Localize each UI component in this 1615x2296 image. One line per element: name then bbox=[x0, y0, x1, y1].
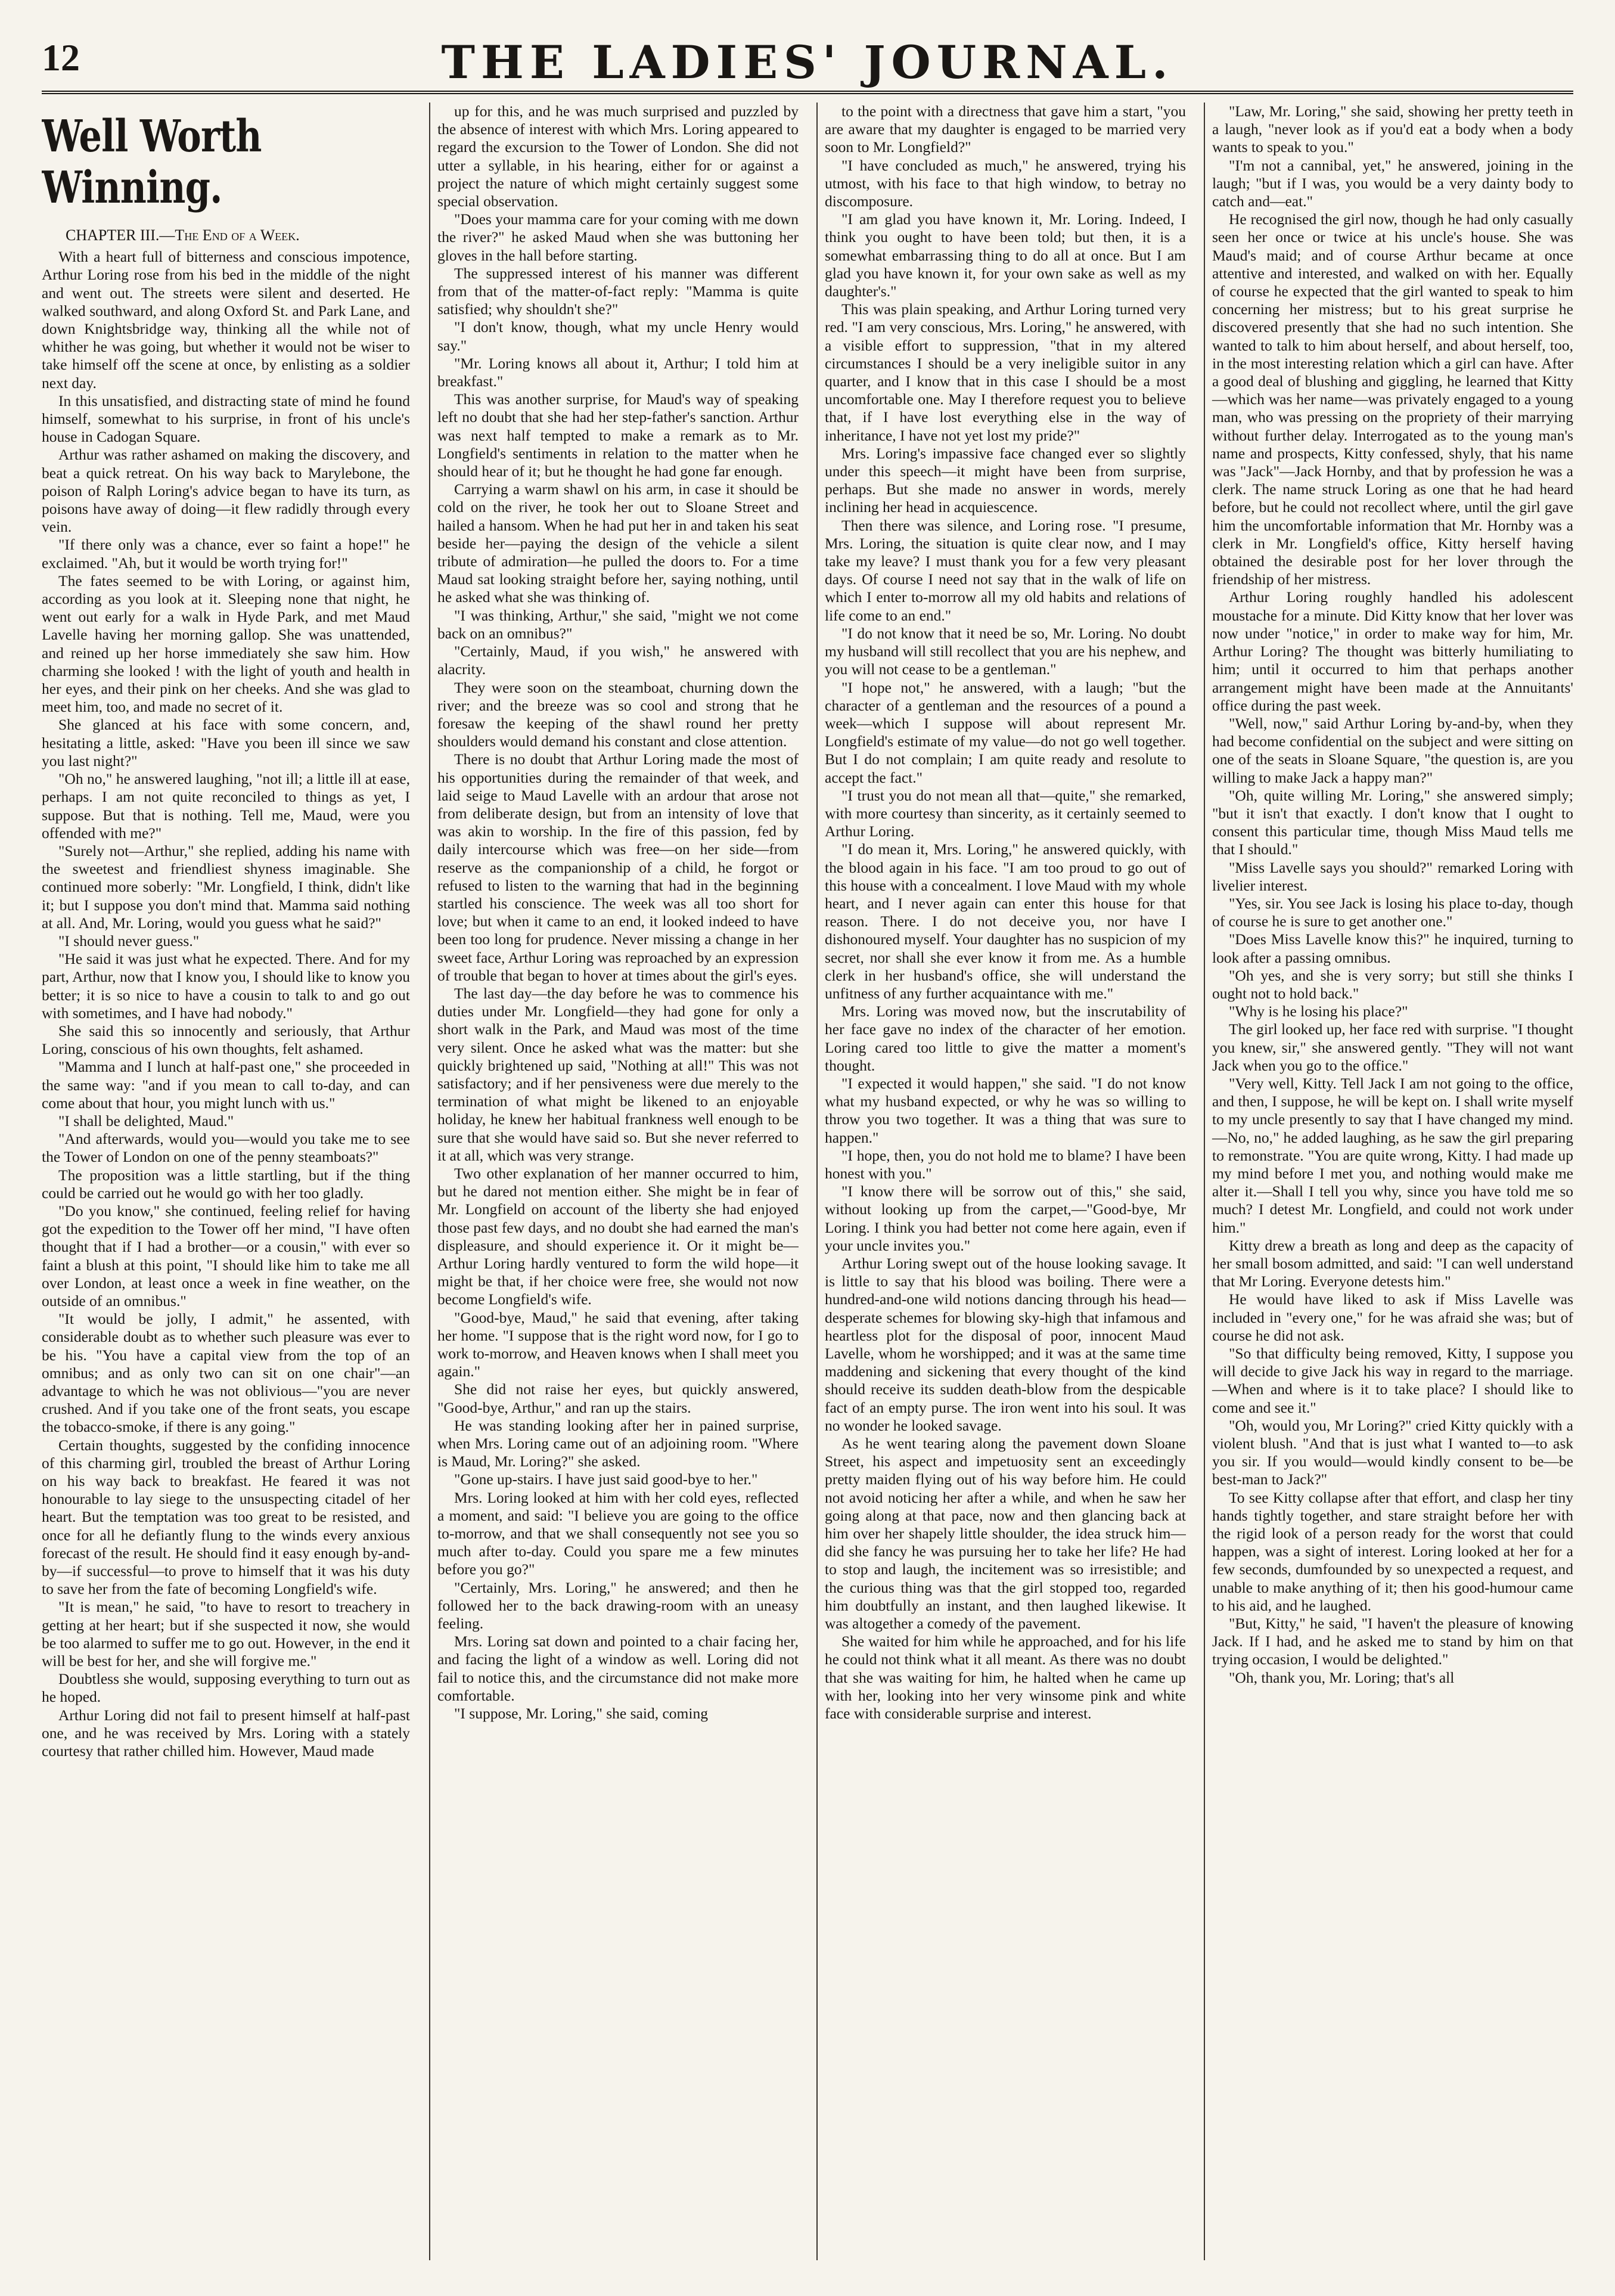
paragraph: Then there was silence, and Loring rose. "I presume, Mrs. Loring, the situation is quite clear now, and I may take my leave? I must thank you for a few very pleasant days. Of course I need not say that in the walk of life on which I enter to-morrow all my old habits and relations of life come to an end." bbox=[825, 516, 1186, 624]
paragraph: "Certainly, Maud, if you wish," he answered with alacrity. bbox=[437, 643, 799, 678]
paragraph: "Does Miss Lavelle know this?" he inquired, turning to look after a passing omnibus. bbox=[1212, 930, 1573, 966]
paragraph: "Why is he losing his place?" bbox=[1229, 1003, 1408, 1020]
paragraph: "Well, now," said Arthur Loring by-and-by, when they had become confidential on the subject and were sitting on one of the seats in Sloane Square, "the question is, are you willing to make Jack a happy man?" bbox=[1212, 714, 1573, 786]
paragraph: "I should never guess." bbox=[58, 932, 200, 950]
paragraph: "Oh, would you, Mr Loring?" cried Kitty quickly with a violent blush. "And that is just what I wanted to—to ask you sir. If you would—would kindly consent to be—be best-man to Jack?" bbox=[1212, 1416, 1573, 1488]
paragraph: Certain thoughts, suggested by the confiding innocence of this charming girl, troubled the breast of Arthur Loring on his way back to breakfast. He feared it was not honourable to lay siege to the unsuspecting citadel of her heart. But the temptation was too great to be resisted, and once for all he defiantly flung to the winds every anxious forecast of the result. He should find it easy enough by-and-by—if successful—to prove to himself that it was his duty to save her from the fate of becoming Longfield's wife. bbox=[42, 1436, 410, 1598]
article-columns bbox=[42, 103, 1573, 2260]
paragraph: "Surely not—Arthur," she replied, adding his name with the sweetest and friendliest shyness imaginable. She continued more soberly: "Mr. Longfield, I think, didn't like it; but I suppose you don't mind that. Mamma said nothing at all. And, Mr. Loring, would you guess what he said?" bbox=[42, 842, 410, 932]
paragraph: "I expected it would happen," she said. "I do not know what my husband expected, or why he was so willing to throw you two together. It was a thing that was sure to happen." bbox=[825, 1074, 1186, 1146]
paragraph: "Oh, thank you, Mr. Loring; that's all bbox=[1229, 1668, 1455, 1686]
paragraph: She said this so innocently and seriously, that Arthur Loring, conscious of his own thoughts, felt ashamed. bbox=[42, 1022, 410, 1058]
paragraph: She waited for him while he approached, and for his life he could not think what it all meant. As there was no doubt that she was waiting for him, he halted when he came up with her, looking into her very winsome pink and white face with considerable surprise and interest. bbox=[825, 1633, 1186, 1723]
paragraph: "Yes, sir. You see Jack is losing his place to-day, though of course he is sure to get another one." bbox=[1212, 894, 1573, 930]
paragraph: "Miss Lavelle says you should?" remarked Loring with livelier interest. bbox=[1212, 858, 1573, 894]
page-number: 12 bbox=[42, 36, 80, 79]
paragraph: "Very well, Kitty. Tell Jack I am not going to the office, and then, I suppose, he will be kept on. I shall write myself to my uncle presently to say that I have changed my mind.—No, no," he added laughing, as he saw the girl preparing to remonstrate. "You are quite wrong, Kitty. I had made up my mind before I met you, and nothing would make me alter it.—Shall I tell you why, since you have told me so much? I detest Mr. Longfield, and could not work under him." bbox=[1212, 1074, 1573, 1236]
paragraph: Arthur Loring did not fail to present himself at half-past one, and he was received by Mrs. Loring with a stately courtesy that rather chilled him. However, Maud made bbox=[42, 1706, 410, 1760]
paragraph: "I hope not," he answered, with a laugh; "but the character of a gentleman and the resources of a pound a week—which I suppose will about represent Mr. Longfield's estimate of my value—do not go well together. But I do not complain; I am quite ready and resolute to accept the fact." bbox=[825, 678, 1186, 786]
chapter-heading: CHAPTER III.—The End of a Week. bbox=[66, 227, 300, 244]
paragraph: to the point with a directness that gave him a start, "you are aware that my daughter is engaged to be married very soon to Mr. Longfield?" bbox=[825, 103, 1186, 156]
paragraph: "Do you know," she continued, feeling relief for having got the expedition to the Tower off her mind, "I have often thought that if I had a brother—or a cousin," with ever so faint a blush at this point, "I should like him to take me all over London, at least once a week in fine weather, on the outside of an omnibus." bbox=[42, 1202, 410, 1310]
paragraph: "And afterwards, would you—would you take me to see the Tower of London on one of the penny steamboats?" bbox=[42, 1130, 410, 1166]
paragraph: "I suppose, Mr. Loring," she said, coming bbox=[454, 1705, 708, 1723]
paragraph: Two other explanation of her manner occurred to him, but he dared not mention either. She might be in fear of Mr. Longfield on account of the liberty she had enjoyed those past few days, and no doubt she had earned the man's displeasure, and should experience it. Or it might be—Arthur Loring hardly ventured to form the wild hope—it might be that, if her choice were free, she would not now become Longfield's wife. bbox=[437, 1164, 799, 1308]
paragraph: This was another surprise, for Maud's way of speaking left no doubt that she had her step-father's sanction. Arthur was next half tempted to make a remark as to Mr. Longfield's sentiments in relation to the matter when he should hear of it; but he thought he had gone far enough. bbox=[437, 390, 799, 480]
paragraph: In this unsatisfied, and distracting state of mind he found himself, somewhat to his surprise, in front of his uncle's house in Cadogan Square. bbox=[42, 392, 410, 446]
paragraph: "So that difficulty being removed, Kitty, I suppose you will decide to give Jack his way in regard to the marriage.—When and where is it to take place? I should like to come and see it." bbox=[1212, 1345, 1573, 1416]
paragraph: She did not raise her eyes, but quickly answered, "Good-bye, Arthur," and ran up the stairs. bbox=[437, 1380, 799, 1416]
paragraph: "Does your mamma care for your coming with me down the river?" he asked Maud when she was buttoning her gloves in the hall before starting. bbox=[437, 210, 799, 264]
paragraph: "Gone up-stairs. I have just said good-bye to her." bbox=[454, 1470, 758, 1488]
paragraph: He recognised the girl now, though he had only casually seen her once or twice at his uncle's house. She was Maud's maid; and of course Arthur became at once attentive and interested, and walked on with her. Equally of course he expected that the girl wanted to speak to him concerning her mistress; but to his great surprise he discovered presently that she had no such intention. She wanted to talk to him about herself, and about herself, too, in the most interesting relation which a girl can have. After a good deal of blushing and giggling, he learned that Kitty—which was her name—was privately engaged to a young man, who was pressing on the propriety of their marrying without further delay. Interrogated as to the young man's name and prospects, Kitty confessed, shyly, that his name was "Jack"—Jack Hornby, and that by profession he was a clerk. The name struck Loring as one that he had heard before, but he could not recollect where, until the girl gave him the uncomfortable information that Mr. Hornby was a clerk in Mr. Longfield's office, Kitty herself having obtained the desirable post for her lover through the friendship of her mistress. bbox=[1212, 210, 1573, 588]
paragraph: To see Kitty collapse after that effort, and clasp her tiny hands tightly together, and stare straight before her with the rigid look of a person ready for the worst that could happen, was a sight of interest. Loring looked at her for a few seconds, dumfounded by so unexpected a request, and unable to make anything of it; then his good-humour came to his aid, and he laughed. bbox=[1212, 1488, 1573, 1614]
masthead bbox=[42, 36, 1573, 94]
paragraph: "I was thinking, Arthur," she said, "might we not come back on an omnibus?" bbox=[437, 606, 799, 642]
story-title: Well Worth Winning. bbox=[42, 111, 262, 213]
paragraph: This was plain speaking, and Arthur Loring turned very red. "I am very conscious, Mrs. Loring," he answered, with a visible effort to suppression, "that in my altered circumstances I should be a very ineligible suitor in any quarter, and I know that in this case I should be a most uncomfortable one. May I therefore request you to believe that, if I have lost everything else in the way of inheritance, I have not yet lost my pride?" bbox=[825, 300, 1186, 444]
paragraph: "Good-bye, Maud," he said that evening, after taking her home. "I suppose that is the right word now, for I go to work to-morrow, and Heaven knows when I shall meet you again." bbox=[437, 1308, 799, 1380]
paragraph: "Certainly, Mrs. Loring," he answered; and then he followed her to the back drawing-room with an uneasy feeling. bbox=[437, 1578, 799, 1633]
paragraph: "But, Kitty," he said, "I haven't the pleasure of knowing Jack. If I had, and he asked me to stand by him on that trying occasion, I would be delighted." bbox=[1212, 1615, 1573, 1668]
paragraph: "Oh, quite willing Mr. Loring," she answered simply; "but it isn't that exactly. I don't know that I ought to consent this particular time, though Miss Maud tells me that I should." bbox=[1212, 786, 1573, 858]
paragraph: Arthur Loring swept out of the house looking savage. It is little to say that his blood was boiling. There were a hundred-and-one wild notions dancing through his head—desperate schemes for blowing sky-high that infamous and heartless plot for the disposal of poor, innocent Maud Lavelle, whom he worshipped; and it was at the same time maddening and sickening that every thought of the kind should receive its sudden death-blow from the despicable fact of an empty purse. The iron went into his soul. It was no wonder he looked savage. bbox=[825, 1255, 1186, 1434]
paragraph: "I'm not a cannibal, yet," he answered, joining in the laugh; "but if I was, you would be a very dainty body to catch and—eat." bbox=[1212, 156, 1573, 210]
column-3 bbox=[816, 103, 1186, 2260]
paragraph: Mrs. Loring looked at him with her cold eyes, reflected a moment, and said: "I believe you are going to the office to-morrow, and that we shall consequently not see you so much after to-day. Could you spare me a few minutes before you go?" bbox=[437, 1488, 799, 1578]
paragraph: "I shall be delighted, Maud." bbox=[58, 1112, 234, 1130]
paragraph: Mrs. Loring's impassive face changed ever so slightly under this speech—it might have been from surprise, perhaps. But she made no answer in words, merely inclining her head in acquiescence. bbox=[825, 444, 1186, 516]
paragraph: "Mr. Loring knows all about it, Arthur; I told him at breakfast." bbox=[437, 354, 799, 390]
paragraph: "Law, Mr. Loring," she said, showing her pretty teeth in a laugh, "never look as if you'd eat a body when a body wants to speak to you." bbox=[1212, 103, 1573, 156]
paragraph: up for this, and he was much surprised and puzzled by the absence of interest with which Mrs. Loring appeared to regard the excursion to the Tower of London. She did not utter a syllable, in his hearing, either for or against a project the nature of which might certainly suggest some special observation. bbox=[437, 103, 799, 210]
paragraph: Mrs. Loring was moved now, but the inscrutability of her face gave no index of the character of her emotion. Loring cared too little to give the matter a moment's thought. bbox=[825, 1003, 1186, 1074]
paragraph: Arthur was rather ashamed on making the discovery, and beat a quick retreat. On his way back to Marylebone, the poison of Ralph Loring's advice began to have its turn, as poisons have away of doing—it flew radidly through every vein. bbox=[42, 446, 410, 536]
paragraph: The girl looked up, her face red with surprise. "I thought you knew, sir," she answered gently. "They will not want Jack when you go to the office." bbox=[1212, 1020, 1573, 1074]
paragraph: Carrying a warm shawl on his arm, in case it should be cold on the river, he took her out to Sloane Street and hailed a hansom. When he had put her in and taken his seat beside her—paying the design of the vehicle a silent tribute of admiration—he pulled the doors to. For a time Maud sat looking straight before her, saying nothing, until he asked what she was thinking of. bbox=[437, 480, 799, 606]
paragraph: There is no doubt that Arthur Loring made the most of his opportunities during the remainder of that week, and laid seige to Maud Lavelle with an ardour that arose not from deliberate design, but from an intensity of love that was akin to worship. In the fire of this passion, fed by daily intercourse which was free—on her side—from reserve as the companionship of a child, he forgot or refused to listen to the warning that had in the beginning startled his conscience. The week was all too short for love; but when it came to an end, it looked indeed to have been too long for prudence. Never missing a change in her sweet face, Arthur Loring was reproached by an expression of trouble that began to hover at times about the girl's eyes. bbox=[437, 750, 799, 984]
paragraph: "He said it was just what he expected. There. And for my part, Arthur, now that I know you, I should like to know you better; it is so nice to have a cousin to talk to and go out with sometimes, and I have had nobody." bbox=[42, 950, 410, 1022]
paragraph: They were soon on the steamboat, churning down the river; and the breeze was so cool and strong that he foresaw the keeping of the shawl round her pretty shoulders would demand his constant and close attention. bbox=[437, 678, 799, 750]
paragraph: Doubtless she would, supposing everything to turn out as he hoped. bbox=[42, 1670, 410, 1706]
paragraph: "I have concluded as much," he answered, trying his utmost, with his face to that high window, to betray no discomposure. bbox=[825, 156, 1186, 210]
column-2 bbox=[429, 103, 799, 2260]
paragraph: "Oh yes, and she is very sorry; but still she thinks I ought not to hold back." bbox=[1212, 966, 1573, 1002]
paragraph: He would have liked to ask if Miss Lavelle was included in "every one," for he was afraid she was; but of course he did not ask. bbox=[1212, 1290, 1573, 1344]
paragraph: With a heart full of bitterness and conscious impotence, Arthur Loring rose from his bed in the middle of the night and went out. The streets were silent and deserted. He walked southward, and along Oxford St. and Park Lane, and down Knightsbridge way, thinking all the while not of whither he was going, but whether it would not be wiser to take himself off the scene at once, by enlisting as a soldier next day. bbox=[42, 248, 410, 392]
paragraph: The fates seemed to be with Loring, or against him, according as you look at it. Sleeping none that night, he went out early for a walk in Hyde Park, and met Maud Lavelle having her morning gallop. She was unattended, and reined up her horse immediately she saw him. How charming she looked ! with the light of youth and health in her eyes, and their pink on her cheeks. And she was glad to meet him, too, and made no secret of it. bbox=[42, 572, 410, 716]
paragraph: Mrs. Loring sat down and pointed to a chair facing her, and facing the light of a window as well. Loring did not fail to notice this, and the circumstance did not make more comfortable. bbox=[437, 1633, 799, 1704]
paragraph: As he went tearing along the pavement down Sloane Street, his aspect and impetuosity sent an exceedingly pretty maiden flying out of his way before him. He could not avoid noticing her after a while, and when he saw her going along at that pace, now and then glancing back at him over her shapely little shoulder, the idea struck him—did she fancy he was pursuing her to take her life? He had to stop and laugh, the incitement was so irresistible; and the curious thing was that the girl stopped too, regarded him doubtfully an instant, and then laughed likewise. It was altogether a comedy of the pavement. bbox=[825, 1435, 1186, 1633]
paragraph: Kitty drew a breath as long and deep as the capacity of her small bosom admitted, and said: "I can well understand that Mr Loring. Everyone detests him." bbox=[1212, 1236, 1573, 1290]
paragraph: "If there only was a chance, ever so faint a hope!" he exclaimed. "Ah, but it would be worth trying for!" bbox=[42, 536, 410, 572]
paragraph: Arthur Loring roughly handled his adolescent moustache for a minute. Did Kitty know that her lover was now under "notice," in order to make way for him, Mr. Arthur Loring? The thought was bitterly humiliating to him; until it occurred to him that perhaps another arrangement might have been made at the Annuitants' office during the past week. bbox=[1212, 588, 1573, 714]
paragraph: "I trust you do not mean all that—quite," she remarked, with more courtesy than sincerity, as it certainly seemed to Arthur Loring. bbox=[825, 786, 1186, 840]
paragraph: The proposition was a little startling, but if the thing could be carried out he would go with her too gladly. bbox=[42, 1166, 410, 1202]
paragraph: "I know there will be sorrow out of this," she said, without looking up from the carpet,—"Good-bye, Mr Loring. I think you had better not come here again, even if your uncle invites you." bbox=[825, 1183, 1186, 1254]
paragraph: "Mamma and I lunch at half-past one," she proceeded in the same way: "and if you mean to call to-day, and can come about that hour, you might lunch with us." bbox=[42, 1058, 410, 1112]
paragraph: She glanced at his face with some concern, and, hesitating a little, asked: "Have you been ill since we saw you last night?" bbox=[42, 716, 410, 770]
paragraph: The last day—the day before he was to commence his duties under Mr. Longfield—they had gone for only a short walk in the Park, and Maud was most of the time very silent. Once he asked what was the matter: but she quickly brightened up said, "Nothing at all!" This was not satisfactory; and if her pensiveness were due merely to the termination of what might be likened to an enjoyable holiday, he knew her habitual frankness well enough to be sure that she would have said so. But she never referred to it at all, which was very strange. bbox=[437, 984, 799, 1164]
column-4 bbox=[1204, 103, 1573, 2260]
paragraph: "I hope, then, you do not hold me to blame? I have been honest with you." bbox=[825, 1146, 1186, 1182]
journal-title: THE LADIES' JOURNAL. bbox=[441, 36, 1174, 89]
column-1 bbox=[42, 103, 410, 2260]
paragraph: "Oh no," he answered laughing, "not ill; a little ill at ease, perhaps. I am not quite reconciled to things as yet, I suppose. But that is nothing. Tell me, Maud, were you offended with me?" bbox=[42, 770, 410, 842]
paragraph: He was standing looking after her in pained surprise, when Mrs. Loring came out of an adjoining room. "Where is Maud, Mr. Loring?" she asked. bbox=[437, 1416, 799, 1470]
paragraph: "I don't know, though, what my uncle Henry would say." bbox=[437, 318, 799, 354]
paragraph: "It would be jolly, I admit," he assented, with considerable doubt as to whether such pleasure was ever to be his. "You have a capital view from the top of an omnibus; and as only two can sit on one chair"—an advantage to which he was not oblivious—"you are never crushed. And if you take one of the front seats, you escape the tobacco-smoke, if there is any going." bbox=[42, 1310, 410, 1436]
paragraph: "I am glad you have known it, Mr. Loring. Indeed, I think you ought to have been told; but then, it is a somewhat embarrassing thing to do all at once. But I am glad you have known it, for your own sake as well as my daughter's." bbox=[825, 210, 1186, 300]
paragraph: "I do mean it, Mrs. Loring," he answered quickly, with the blood again in his face. "I am too proud to go out of this house with a concealment. I love Maud with my whole heart, and I never again can enter this house for that reason. There. I do not deceive you, nor have I dishonoured myself. Your daughter has no suspicion of my secret, nor shall she ever know it from me. As a humble clerk in her husband's office, she will understand the unfitness of any further acquaintance with me." bbox=[825, 840, 1186, 1002]
paragraph: The suppressed interest of his manner was different from that of the matter-of-fact reply: "Mamma is quite satisfied; why shouldn't she?" bbox=[437, 264, 799, 318]
paragraph: "It is mean," he said, "to have to resort to treachery in getting at her heart; but if she suspected it now, she would be too alarmed to suffer me to go out. However, in the end it will be best for her, and she will forgive me." bbox=[42, 1598, 410, 1670]
paragraph: "I do not know that it need be so, Mr. Loring. No doubt my husband will still recollect that you are his nephew, and you will not cease to be a gentleman." bbox=[825, 624, 1186, 678]
